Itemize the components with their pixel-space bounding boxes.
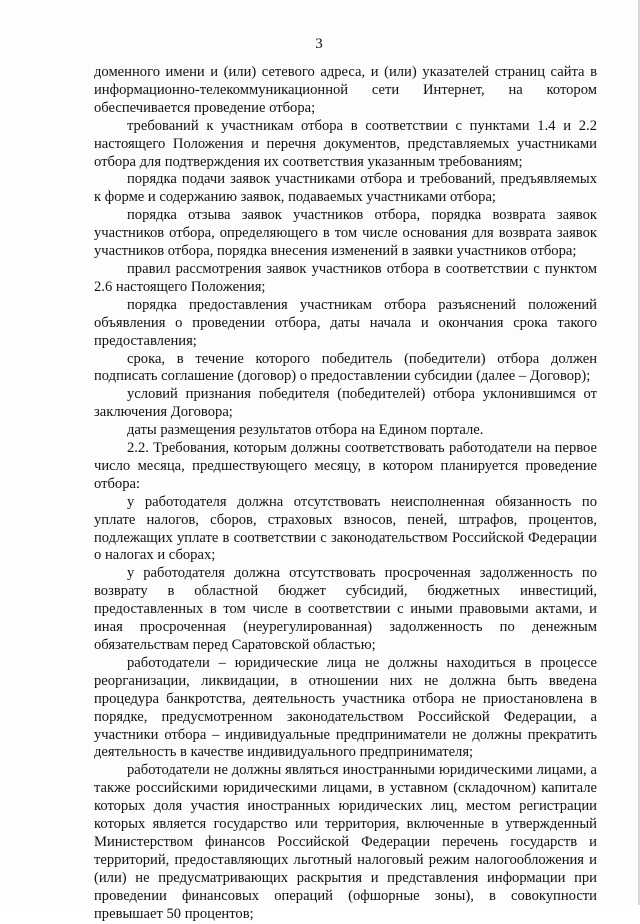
- paragraph: работодатели не должны являться иностранными юридическими лицами, а также российскими юридическими лицами, в уставном (складочном) капитале которых доля участия иностранных юридических лиц, местом регистрации которых является государство или территория, включенные в утвержденный Министерством финансов Российской Федерации перечень государств и территорий, предоставляющих льготный налоговый режим налогообложения и (или) не предусматривающих раскрытия и представления информации при проведении финансовых операций (офшорные зоны), в совокупности превышает 50 процентов;: [94, 762, 597, 922]
- paragraph: даты размещения результатов отбора на Едином портале.: [127, 422, 484, 439]
- paragraph: условий признания победителя (победителей) отбора уклонившимся от заключения Договора;: [94, 386, 597, 421]
- paragraph: порядка предоставления участникам отбора разъяснений положений объявления о проведении отбора, даты начала и окончания срока такого предоставления;: [94, 296, 597, 349]
- section-2-2-heading-paragraph: 2.2. Требования, которым должны соответствовать работодатели на первое число месяца, предшествующего месяцу, в котором планируется проведение отбора:: [94, 440, 597, 492]
- paragraph: у работодателя должна отсутствовать неисполненная обязанность по уплате налогов, сборов, страховых взносов, пеней, штрафов, процентов, подлежащих уплате в соответствии с законодательством Российской Федерации о налогах и сборах;: [94, 493, 597, 564]
- paragraph: работодатели – юридические лица не должны находиться в процессе реорганизации, ликвидации, в отношении них не должна быть введена процедура банкротства, деятельность участника отбора не приостановлена в порядке, предусмотренном законодательством Российской Федерации, а участники отбора – индивидуальные предприниматели не должны прекратить деятельность в качестве индивидуального предпринимателя;: [94, 654, 597, 761]
- paragraph: у работодателя должна отсутствовать просроченная задолженность по возврату в областной бюджет субсидий, бюджетных инвестиций, предоставленных в том числе в соответствии с иными правовыми актами, и иная просроченная (неурегулированная) задолженность по денежным обязательствам перед Саратовской областью;: [94, 565, 597, 653]
- paragraph: срока, в течение которого победитель (победители) отбора должен подписать соглашение (договор) о предоставлении субсидии (далее – Договор);: [94, 350, 597, 385]
- document-body: [94, 64, 597, 924]
- page-number: 3: [315, 36, 323, 52]
- paragraph: требований к участникам отбора в соответствии с пунктами 1.4 и 2.2 настоящего Положения и перечня документов, представляемых участниками отбора для подтверждения их соответствия указанным требованиям;: [94, 117, 597, 170]
- paragraph: правил рассмотрения заявок участников отбора в соответствии с пунктом 2.6 настоящего Положения;: [94, 260, 597, 295]
- paragraph: порядка отзыва заявок участников отбора, порядка возврата заявок участников отбора, определяющего в том числе основания для возврата заявок участников отбора, порядка внесения изменений в заявки участников отбора;: [94, 207, 597, 260]
- paragraph: порядка подачи заявок участниками отбора и требований, предъявляемых к форме и содержанию заявок, подаваемых участниками отбора;: [94, 171, 597, 206]
- paragraph: доменного имени и (или) сетевого адреса, и (или) указателей страниц сайта в информационно-телекоммуникационной сети Интернет, на котором обеспечивается проведение отбора;: [94, 64, 597, 116]
